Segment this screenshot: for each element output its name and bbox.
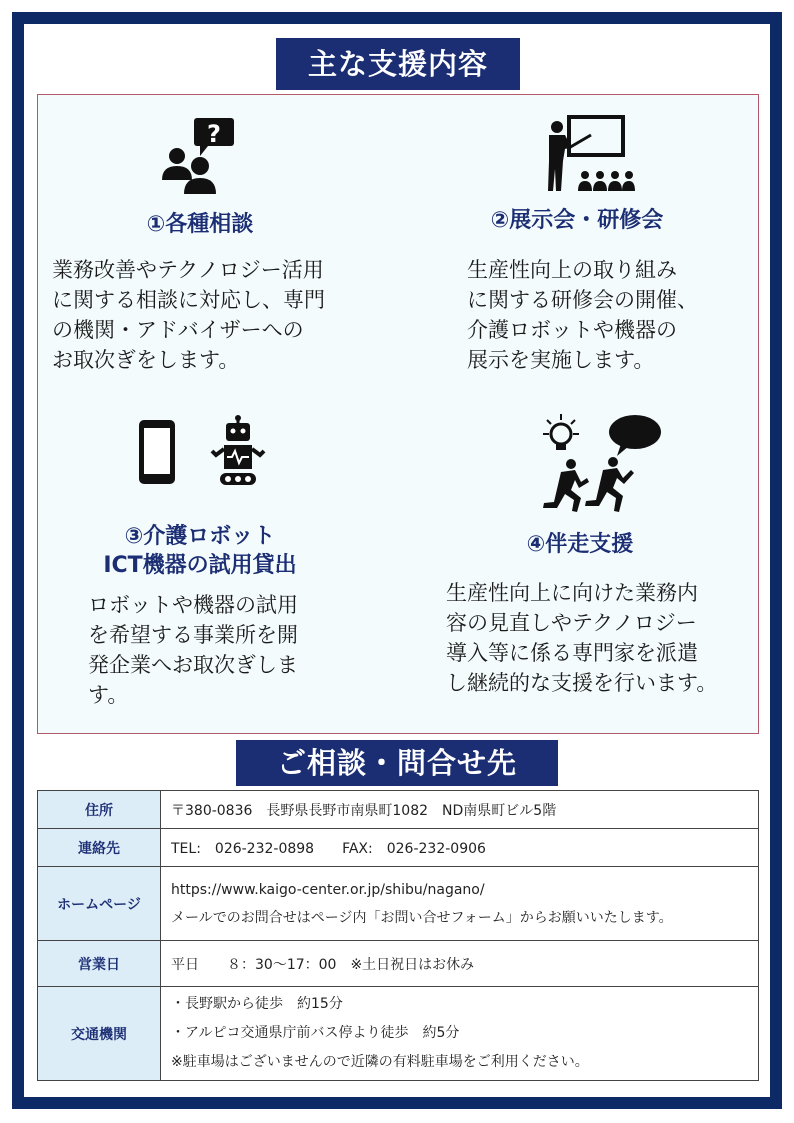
transport-note: ※駐車場はございませんので近隣の有料駐車場をご利用ください。 [171, 1054, 589, 1070]
phone-label: 連絡先 [38, 829, 161, 867]
svg-text:?: ? [207, 120, 221, 148]
address-label: 住所 [38, 791, 161, 829]
hours-value: 平日 ８：30〜17：00 ※土日祝日はお休み [161, 941, 759, 987]
section-1-title: ①各種相談 [146, 212, 254, 237]
table-row-web [38, 867, 759, 941]
section-2-title: ②展示会・研修会 [490, 208, 664, 233]
section-4-title: ④伴走支援 [526, 532, 634, 557]
web-url-link[interactable]: https://www.kaigo-center.or.jp/shibu/nagano/ [171, 881, 485, 898]
running-support-icon [525, 412, 665, 522]
phone-value: TEL: 026-232-0898 FAX: 026-232-0906 [161, 829, 759, 867]
contact-table [37, 790, 759, 1081]
seminar-icon [545, 115, 635, 195]
transport-line-1: ・長野駅から徒歩 約15分 [171, 996, 343, 1012]
section-3-title [80, 522, 320, 580]
hours-label: 営業日 [38, 941, 161, 987]
smartphone-icon [137, 418, 177, 486]
table-row-hours [38, 941, 759, 987]
address-value: 〒380-0836 長野県長野市南県町1082 ND南県町ビル5階 [161, 791, 759, 829]
table-row-phone [38, 829, 759, 867]
robot-icon [208, 415, 268, 487]
section-3-title-line2: ICT機器の試用貸出 [103, 553, 297, 578]
table-row-address [38, 791, 759, 829]
table-row-transport [38, 987, 759, 1081]
section-4-body: 生産性向上に向けた業務内 容の見直しやテクノロジー 導入等に係る専門家を派遣 し継続的な支援を行います。 [446, 581, 718, 695]
web-label: ホームページ [38, 867, 161, 941]
transport-label: 交通機関 [38, 987, 161, 1081]
transport-line-2: ・アルピコ交通県庁前バス停より徒歩 約5分 [171, 1025, 460, 1041]
section-2-body: 生産性向上の取り組み に関する研修会の開催、 介護ロボットや機器の 展示を実施します。 [467, 258, 698, 372]
main-title: 主な支援内容 [276, 38, 520, 90]
section-1-body: 業務改善やテクノロジー活用 に関する相談に対応し、専門 の機関・アドバイザーへの お取次ぎをします。 [52, 258, 325, 372]
contact-title: ご相談・問合せ先 [236, 740, 558, 786]
web-note: メールでのお問合せはページ内「お問い合せフォーム」からお願いいたします。 [171, 909, 673, 926]
consultation-icon [160, 116, 236, 196]
section-3-body: ロボットや機器の試用 を希望する事業所を開 発企業へお取次ぎしま す。 [88, 593, 298, 707]
section-3-title-line1: ③介護ロボット [124, 524, 276, 549]
